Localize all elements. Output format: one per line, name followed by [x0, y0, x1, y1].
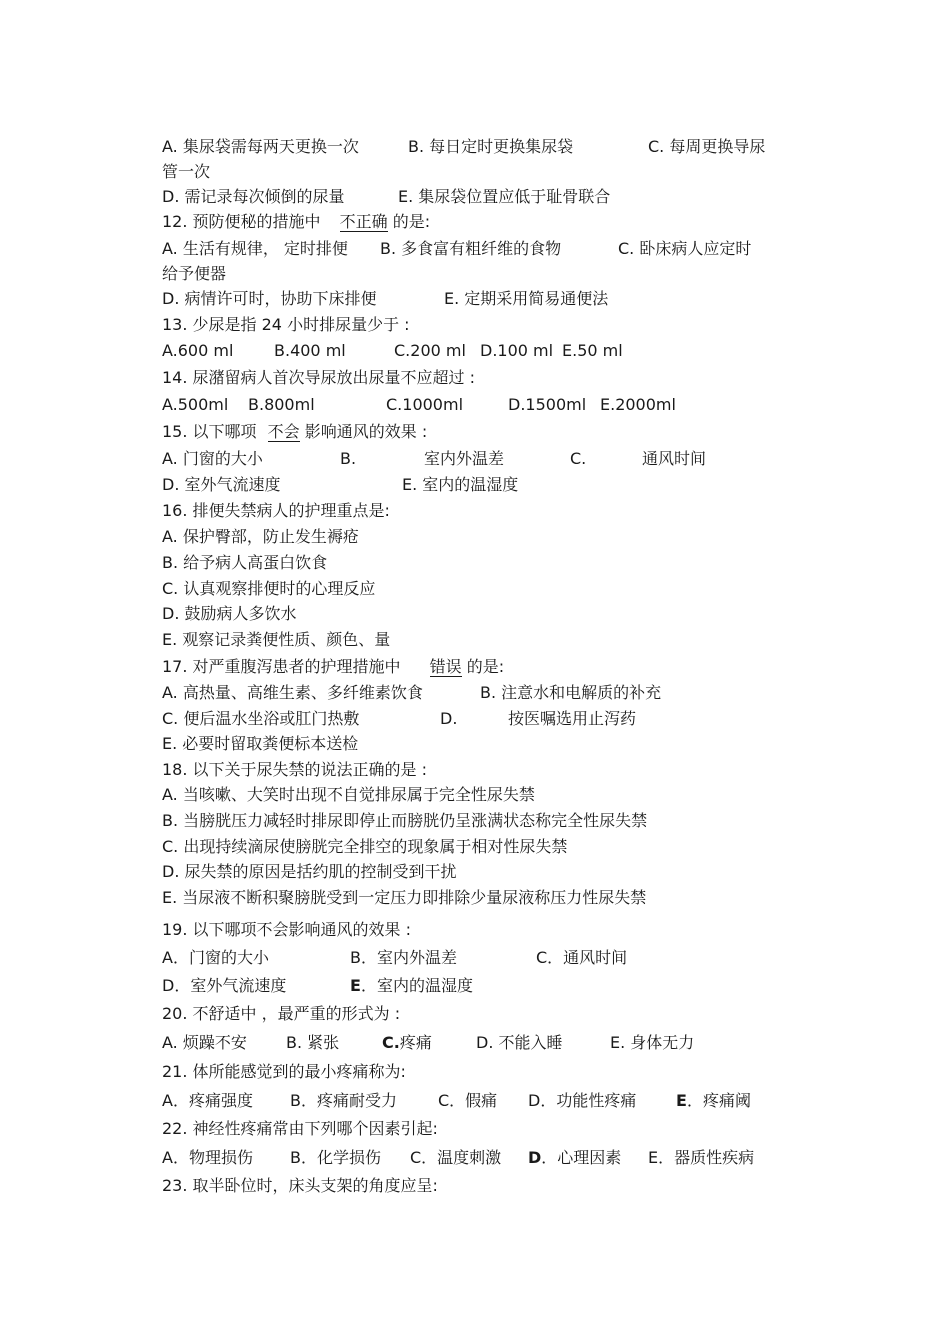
q21-stem: 21. 体所能感觉到的最小疼痛称为: [162, 1062, 406, 1081]
q21-option-a: A．疼痛强度 [162, 1091, 253, 1110]
q14-option-e: E.2000ml [600, 395, 676, 414]
q21-answer-letter: E [676, 1091, 687, 1110]
q14-option-d: D.1500ml [508, 395, 587, 414]
q13-option-e: E.50 ml [562, 341, 623, 360]
q13-stem: 13. 少尿是指 24 小时排尿量少于 : [162, 315, 410, 334]
q16-option-e: E. 观察记录粪便性质、颜色、量 [162, 630, 391, 649]
q23-stem: 23. 取半卧位时，床头支架的角度应呈: [162, 1176, 438, 1195]
q13-option-c: C.200 ml [394, 341, 466, 360]
q12-option-b: B. 多食富有粗纤维的食物 [380, 239, 562, 258]
q20-option-e: E. 身体无力 [610, 1033, 695, 1052]
q19-option-b: B．室内外温差 [350, 948, 457, 967]
q21-option-b: B．疼痛耐受力 [290, 1091, 397, 1110]
q15-option-c-text: 通风时间 [642, 449, 707, 468]
q14-option-b: B.800ml [248, 395, 315, 414]
q20-option-d: D. 不能入睡 [476, 1033, 563, 1052]
q21-option-c: C．假痛 [438, 1091, 498, 1110]
q21-option-e: E．疼痛阈 [676, 1091, 751, 1110]
q19-option-d: D．室外气流速度 [162, 976, 287, 995]
q20-option-c: C.疼痛 [382, 1033, 432, 1052]
q19-stem: 19. 以下哪项不会影响通风的效果 : [162, 920, 412, 939]
q15-stem-keyword: 不会 [267, 422, 300, 441]
q22-option-a: A．物理损伤 [162, 1148, 253, 1167]
q18-option-e: E. 当尿液不断积聚膀胱受到一定压力即排除少量尿液称压力性尿失禁 [162, 888, 647, 907]
q13-option-a: A.600 ml [162, 341, 234, 360]
q16-option-b: B. 给予病人高蛋白饮食 [162, 553, 328, 572]
q22-stem: 22. 神经性疼痛常由下列哪个因素引起: [162, 1119, 438, 1138]
q12-option-d: D. 病情许可时，协助下床排便 [162, 289, 377, 308]
q22-option-c: C．温度刺激 [410, 1148, 502, 1167]
q12-stem: 12. 预防便秘的措施中 不正确 的是: [162, 212, 431, 231]
q22-answer-letter: D [528, 1148, 542, 1167]
q14-stem: 14. 尿潴留病人首次导尿放出尿量不应超过 : [162, 368, 476, 387]
q20-answer-letter: C. [382, 1033, 400, 1052]
q12-stem-keyword: 不正确 [339, 212, 388, 231]
q17-option-b: B. 注意水和电解质的补充 [480, 683, 662, 702]
q18-option-d: D. 尿失禁的原因是括约肌的控制受到干扰 [162, 862, 457, 881]
q15-stem: 15. 以下哪项 不会 影响通风的效果 : [162, 422, 428, 441]
q21-option-d: D．功能性疼痛 [528, 1091, 637, 1110]
q17-option-e: E. 必要时留取粪便标本送检 [162, 734, 359, 753]
q17-option-a: A. 高热量、高维生素、多纤维素饮食 [162, 683, 423, 702]
q11-option-e: E. 集尿袋位置应低于耻骨联合 [398, 187, 611, 206]
q11-option-b: B. 每日定时更换集尿袋 [408, 137, 574, 156]
q15-option-e: E. 室内的温湿度 [402, 475, 519, 494]
q17-stem-keyword: 错误 [429, 657, 462, 676]
q22-option-e: E．器质性疾病 [648, 1148, 755, 1167]
q20-option-b: B. 紧张 [286, 1033, 340, 1052]
q22-option-b: B．化学损伤 [290, 1148, 381, 1167]
q11-option-c: C. 每周更换导尿 [648, 137, 766, 156]
q15-option-a: A. 门窗的大小 [162, 449, 263, 468]
q17-stem: 17. 对严重腹泻患者的护理措施中 错误 的是: [162, 657, 505, 676]
q16-option-a: A. 保护臀部，防止发生褥疮 [162, 527, 359, 546]
q17-option-c: C. 便后温水坐浴或肛门热敷 [162, 709, 360, 728]
q12-option-c: C. 卧床病人应定时 [618, 239, 752, 258]
q11-option-c-continued: 管一次 [162, 162, 211, 181]
q15-option-b-text: 室内外温差 [424, 449, 505, 468]
q19-option-a: A．门窗的大小 [162, 948, 269, 967]
q12-option-a: A. 生活有规律， 定时排便 [162, 239, 348, 258]
q15-option-b-letter: B. [340, 449, 357, 468]
q19-option-c: C．通风时间 [536, 948, 628, 967]
q16-option-c: C. 认真观察排便时的心理反应 [162, 579, 376, 598]
q12-option-c-continued: 给予便器 [162, 264, 227, 283]
q20-option-a: A. 烦躁不安 [162, 1033, 247, 1052]
q18-option-b: B. 当膀胱压力减轻时排尿即停止而膀胱仍呈涨满状态称完全性尿失禁 [162, 811, 648, 830]
q14-option-a: A.500ml [162, 395, 229, 414]
q13-option-d: D.100 ml [480, 341, 554, 360]
q18-stem: 18. 以下关于尿失禁的说法正确的是 : [162, 760, 428, 779]
q18-option-c: C. 出现持续滴尿使膀胱完全排空的现象属于相对性尿失禁 [162, 837, 568, 856]
q11-option-d: D. 需记录每次倾倒的尿量 [162, 187, 345, 206]
q11-option-a: A. 集尿袋需每两天更换一次 [162, 137, 359, 156]
q16-option-d: D. 鼓励病人多饮水 [162, 604, 297, 623]
q15-option-c-letter: C. [570, 449, 587, 468]
q20-stem: 20. 不舒适中 ，最严重的形式为 : [162, 1004, 401, 1023]
q18-option-a: A. 当咳嗽、大笑时出现不自觉排尿属于完全性尿失禁 [162, 785, 535, 804]
q17-option-d-text: 按医嘱选用止泻药 [508, 709, 637, 728]
q19-answer-letter: E [350, 976, 361, 995]
q22-option-d: D．心理因素 [528, 1148, 622, 1167]
q16-stem: 16. 排便失禁病人的护理重点是: [162, 501, 390, 520]
q13-option-b: B.400 ml [274, 341, 346, 360]
q14-option-c: C.1000ml [386, 395, 464, 414]
q15-option-d: D. 室外气流速度 [162, 475, 281, 494]
q17-option-d-letter: D. [440, 709, 458, 728]
q12-option-e: E. 定期采用简易通便法 [444, 289, 609, 308]
q19-option-e: E．室内的温湿度 [350, 976, 473, 995]
